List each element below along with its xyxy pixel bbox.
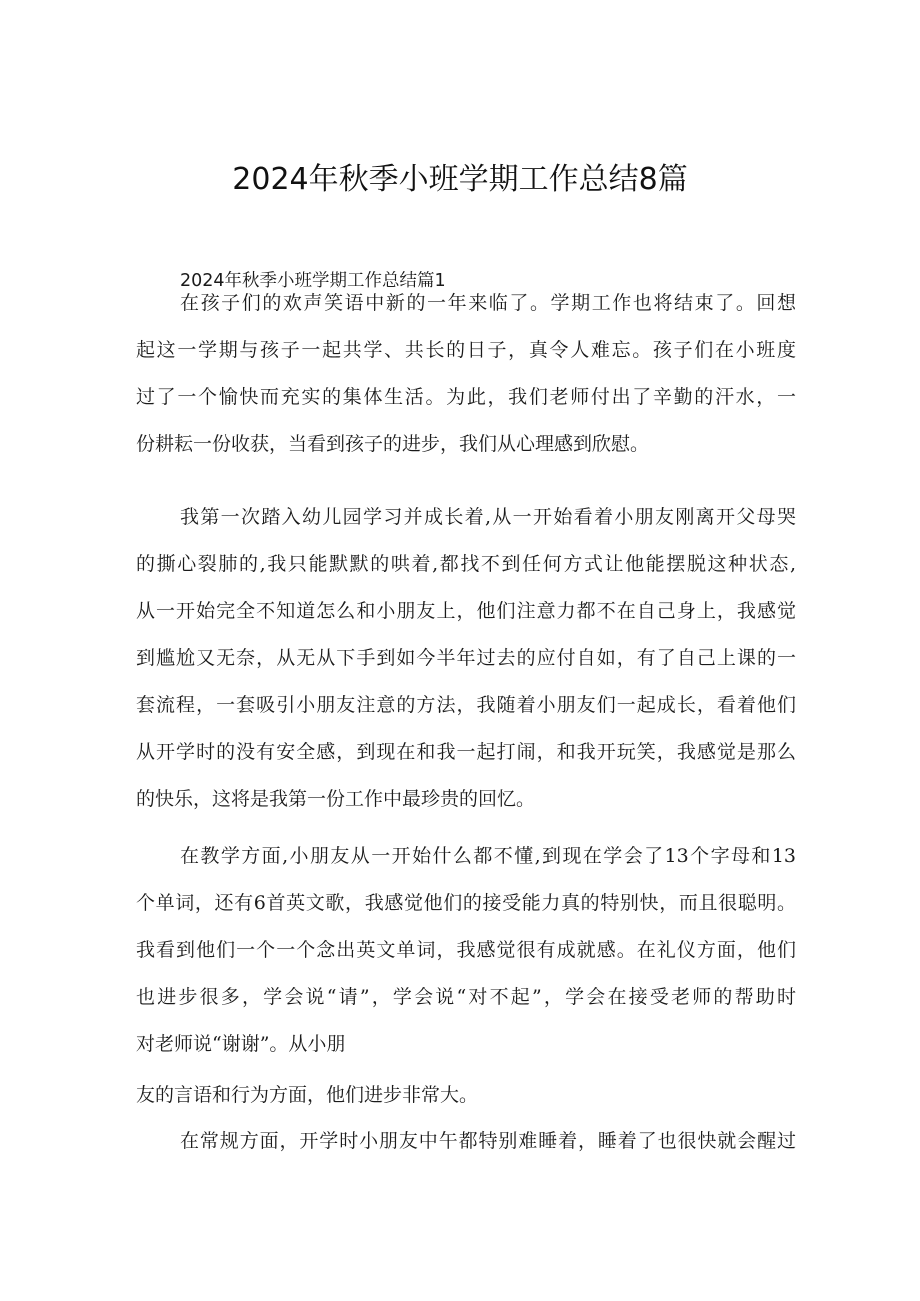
paragraph-line: 的撕心裂肺的,我只能默默的哄着,都找不到任何方式让他能摆脱这种状态, xyxy=(136,553,796,575)
paragraph-line: 友的言语和行为方面，他们进步非常大。 xyxy=(136,1084,479,1106)
paragraph-line: 的快乐，这将是我第一份工作中最珍贵的回忆。 xyxy=(136,788,536,810)
paragraph-3 xyxy=(136,833,796,1068)
paragraph-line: 从一开始完全不知道怎么和小朋友上，他们注意力都不在自己身上，我感觉 xyxy=(136,600,796,622)
paragraph-line: 在孩子们的欢声笑语中新的一年来临了。学期工作也将结束了。回想 xyxy=(180,292,796,314)
paragraph-line: 对老师说“谢谢”。从小朋 xyxy=(136,1033,346,1055)
document-title: 2024年秋季小班学期工作总结8篇 xyxy=(232,162,688,197)
paragraph-line: 起这一学期与孩子一起共学、共长的日子，真令人难忘。孩子们在小班度 xyxy=(136,339,796,361)
paragraph-1 xyxy=(136,280,796,468)
paragraph-line: 在教学方面,小朋友从一开始什么都不懂,到现在学会了13个字母和13 xyxy=(180,845,796,867)
paragraph-line: 份耕耘一份收获，当看到孩子的进步，我们从心理感到欣慰。 xyxy=(136,433,650,455)
paragraph-4 xyxy=(136,1072,796,1119)
paragraph-line: 我看到他们一个一个念出英文单词，我感觉很有成就感。在礼仪方面，他们 xyxy=(136,939,796,961)
paragraph-5 xyxy=(136,1118,796,1165)
paragraph-line: 也进步很多，学会说“请”，学会说“对不起”，学会在接受老师的帮助时 xyxy=(136,986,796,1008)
paragraph-line: 我第一次踏入幼儿园学习并成长着,从一开始看着小朋友刚离开父母哭 xyxy=(180,506,796,528)
paragraph-2 xyxy=(136,494,796,823)
paragraph-line: 个单词，还有6首英文歌，我感觉他们的接受能力真的特别快，而且很聪明。 xyxy=(136,892,796,914)
paragraph-line: 在常规方面，开学时小朋友中午都特别难睡着，睡着了也很快就会醒过 xyxy=(180,1130,796,1152)
paragraph-line: 到尴尬又无奈，从无从下手到如今半年过去的应付自如，有了自己上课的一 xyxy=(136,647,796,669)
section-heading: 2024年秋季小班学期工作总结篇1 xyxy=(180,271,446,291)
paragraph-line: 过了一个愉快而充实的集体生活。为此，我们老师付出了辛勤的汗水，一 xyxy=(136,386,796,408)
paragraph-line: 套流程，一套吸引小朋友注意的方法，我随着小朋友们一起成长，看着他们 xyxy=(136,694,796,716)
paragraph-line: 从开学时的没有安全感，到现在和我一起打闹，和我开玩笑，我感觉是那么 xyxy=(136,741,796,763)
